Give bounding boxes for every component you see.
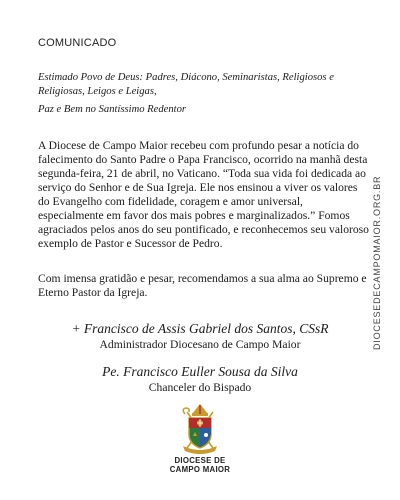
- seal-caption: CAMPO MAIOR: [169, 465, 231, 474]
- body-paragraph: Com imensa gratidão e pesar, recomendamos a sua alma ao Supremo e Eterno Pastor da Igreja.: [38, 272, 367, 299]
- body-paragraph: A Diocese de Campo Maior recebeu com profundo pesar a notícia do falecimento do Santo Padre o Papa Francisco, ocorrido na manhã desta segunda-feira, 21 de abril, no Vaticano. “Toda sua vida foi dedicada ao serviço do Senhor e de Sua Igreja. Ele nos ensinou a viver os valores do Evangelho com fidelidade, coragem e amor universal, especialmente em favor dos mais pobres e marginalizados.” Fomos agraciados pelos anos do seu pontificado, e reconhecemos seu valoroso exemplo de Pastor e Sucessor de Pedro.: [38, 139, 369, 250]
- peace-greeting: Paz e Bem no Santíssimo Redentor: [38, 104, 186, 115]
- signature-name: + Francisco de Assis Gabriel dos Santos, CSsR: [71, 321, 329, 336]
- signature-name: Pe. Francisco Euller Sousa da Silva: [102, 364, 298, 379]
- document-label: COMUNICADO: [38, 37, 117, 49]
- diocese-coat-of-arms-icon: [175, 402, 225, 454]
- signature-role: Chanceler do Bispado: [148, 381, 252, 394]
- website-vertical-text: DIOCESEDECAMPOMAIOR.ORG.BR: [372, 175, 382, 350]
- signature-role: Administrador Diocesano de Campo Maior: [99, 338, 301, 351]
- seal-caption: DIOCESE DE: [174, 456, 226, 465]
- greeting-text: Estimado Povo de Deus: Padres, Diácono, Seminaristas, Religiosos e Religiosas, Leigos e Leigas,: [38, 72, 334, 97]
